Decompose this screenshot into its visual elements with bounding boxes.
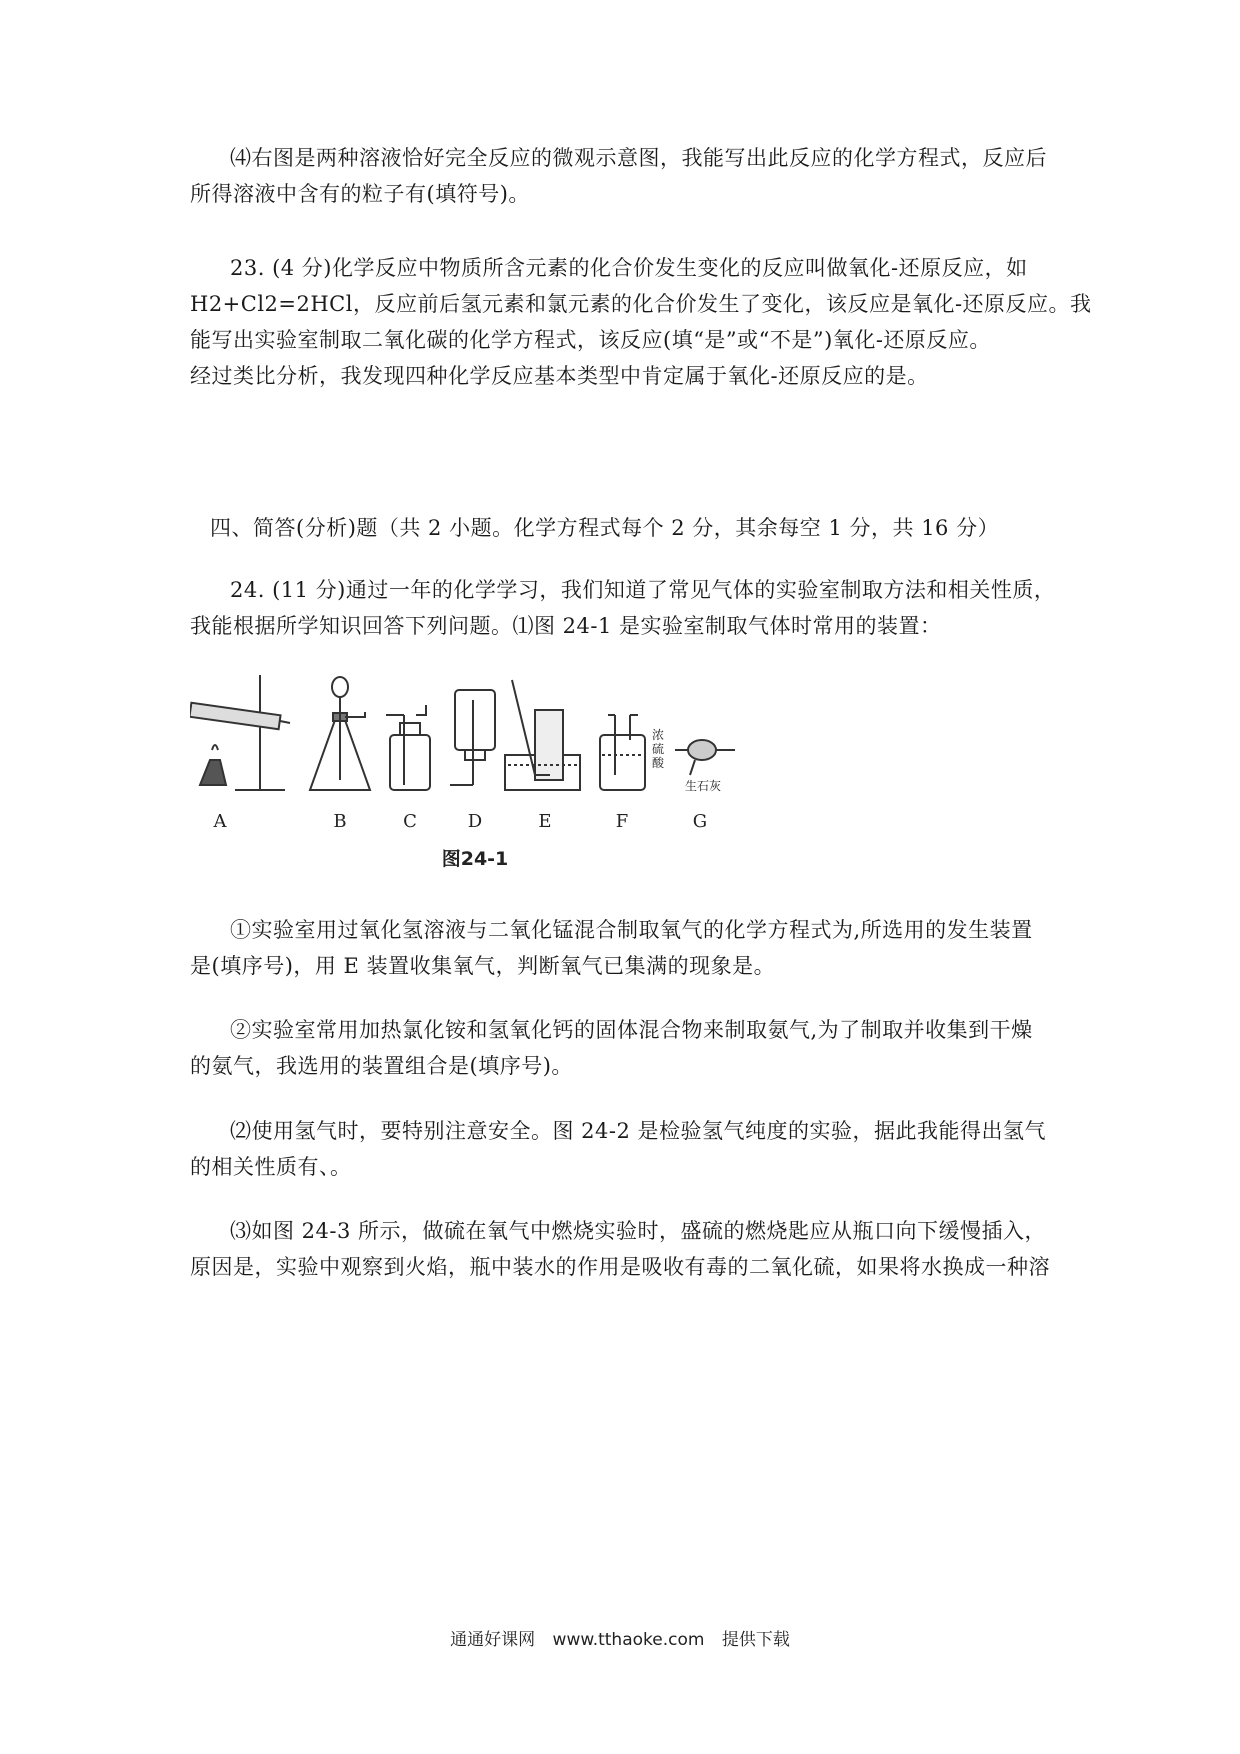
text-line: ⑶如图 24-3 所示，做硫在氧气中燃烧实验时，盛硫的燃烧匙应从瓶口向下缓慢插入， xyxy=(230,1219,1047,1243)
question-24-part1-1 xyxy=(190,912,1060,984)
label-b: B xyxy=(333,811,347,832)
text-line: 24. (11 分)通过一年的化学学习，我们知道了常见气体的实验室制取方法和相关性质， xyxy=(230,578,1056,602)
text-line: 原因是，实验中观察到火焰，瓶中装水的作用是吸收有毒的二氧化硫，如果将水换成一种溶 xyxy=(190,1255,1050,1279)
question-24-part1-2 xyxy=(190,1012,1060,1084)
text-line: ⑵使用氢气时，要特别注意安全。图 24-2 是检验氢气纯度的实验，据此我能得出氢气 xyxy=(230,1119,1047,1143)
text-line: ②实验室常用加热氯化铵和氢氧化钙的固体混合物来制取氨气,为了制取并收集到干燥 xyxy=(230,1018,1033,1042)
question-23 xyxy=(190,250,1092,394)
annotation-concentrated-sulfuric-acid: 浓硫酸 xyxy=(652,728,665,770)
label-e: E xyxy=(538,811,552,832)
apparatus-figure xyxy=(190,665,830,870)
text-line: 是(填序号)，用 E 装置收集氧气，判断氧气已集满的现象是。 xyxy=(190,954,776,978)
text-line: 所得溶液中含有的粒子有(填符号)。 xyxy=(190,182,530,206)
label-a: A xyxy=(213,811,227,832)
text-line: 能写出实验室制取二氧化碳的化学方程式，该反应(填“是”或“不是”)氧化-还原反应。 xyxy=(190,328,991,352)
apparatus-g xyxy=(675,740,735,775)
label-g: G xyxy=(692,811,708,832)
apparatus-d xyxy=(450,690,495,785)
text-line: ⑷右图是两种溶液恰好完全反应的微观示意图，我能写出此反应的化学方程式，反应后 xyxy=(230,146,1047,170)
apparatus-e xyxy=(505,680,580,790)
question-24-intro xyxy=(190,572,1060,644)
text-line: ①实验室用过氧化氢溶液与二氧化锰混合制取氧气的化学方程式为,所选用的发生装置 xyxy=(230,918,1033,942)
text-line: 23. (4 分)化学反应中物质所含元素的化合价发生变化的反应叫做氧化-还原反应，如 xyxy=(230,256,1028,280)
question-24-part2 xyxy=(190,1113,1060,1185)
text-line: 经过类比分析，我发现四种化学反应基本类型中肯定属于氧化-还原反应的是。 xyxy=(190,364,929,388)
question-22-part4 xyxy=(190,140,1060,212)
footer-note: 提供下载 xyxy=(721,1630,790,1650)
text-line: 我能根据所学知识回答下列问题。⑴图 24-1 是实验室制取气体时常用的装置： xyxy=(190,614,942,638)
question-24-part3 xyxy=(190,1213,1060,1285)
page-footer xyxy=(0,1625,1240,1650)
apparatus-b xyxy=(310,677,370,790)
label-f: F xyxy=(615,811,629,832)
apparatus-f xyxy=(600,715,645,790)
section-heading: 四、简答(分析)题（共 2 小题。化学方程式每个 2 分，其余每空 1 分，共 16 分） xyxy=(210,516,1000,540)
label-c: C xyxy=(403,811,417,832)
apparatus-c xyxy=(386,705,430,790)
label-d: D xyxy=(467,811,483,832)
annotation-quicklime: 生石灰 xyxy=(685,779,722,793)
footer-url[interactable]: www.tthaoke.com xyxy=(552,1630,705,1650)
apparatus-a xyxy=(190,675,290,790)
text-line: H2+Cl2=2HCl，反应前后氢元素和氯元素的化合价发生了变化，该反应是氧化-还原反应。我 xyxy=(190,292,1092,316)
text-line: 的相关性质有、。 xyxy=(190,1155,352,1179)
footer-site-name: 通通好课网 xyxy=(450,1630,536,1650)
text-line: 的氨气，我选用的装置组合是(填序号)。 xyxy=(190,1054,573,1078)
figure-caption: 图24-1 xyxy=(441,848,509,870)
